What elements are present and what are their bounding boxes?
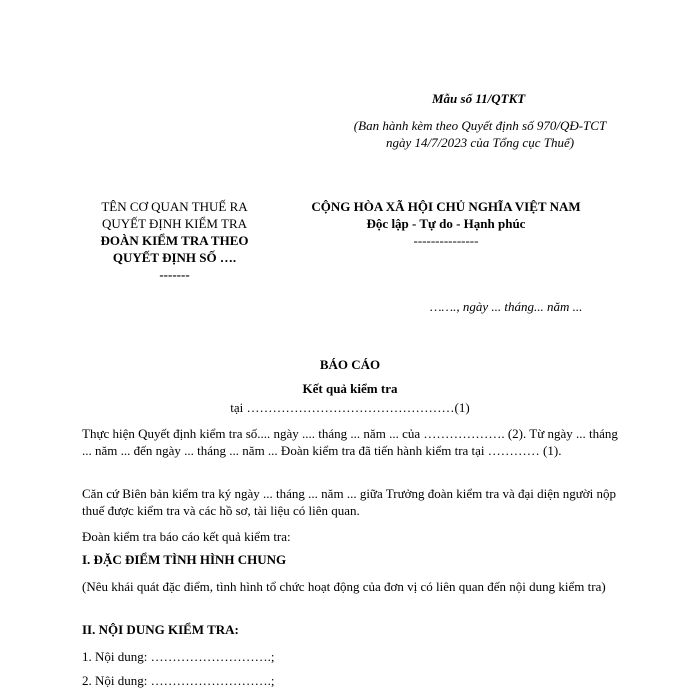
section1-heading: I. ĐẶC ĐIỂM TÌNH HÌNH CHUNG — [82, 552, 287, 567]
authority-line3: ĐOÀN KIỂM TRA THEO — [100, 233, 249, 248]
paragraph-decision: Thực hiện Quyết định kiểm tra số.... ngày .... tháng ... năm ... của ………………. (2). Từ ngày ... tháng ... năm ... đến ngày ... tháng ... năm ... Đoàn kiểm tra đã tiến hành kiểm tra tại ………… (1). — [82, 426, 618, 458]
section1-note: (Nêu khái quát đặc điểm, tình hình tổ chức hoạt động của đơn vị có liên quan đến nội dung kiểm tra) — [82, 579, 606, 594]
content-item-1: 1. Nội dung: ……………………….; — [82, 649, 275, 664]
issued-note — [330, 117, 630, 151]
report-subtitle: Kết quả kiểm tra — [302, 381, 398, 396]
section2-heading: II. NỘI DUNG KIỂM TRA: — [82, 622, 239, 637]
national-header — [296, 198, 596, 249]
report-title: BÁO CÁO — [319, 357, 381, 372]
authority-line4: QUYẾT ĐỊNH SỐ …. — [112, 250, 237, 265]
place-date-line: ……., ngày ... tháng... năm ... — [430, 299, 583, 314]
paragraph-intro: Đoàn kiểm tra báo cáo kết quả kiểm tra: — [82, 529, 291, 544]
nation-name: CỘNG HÒA XÃ HỘI CHỦ NGHĨA VIỆT NAM — [311, 199, 581, 214]
issuing-authority-header — [82, 198, 267, 283]
paragraph-basis: Căn cứ Biên bản kiểm tra ký ngày ... tháng ... năm ... giữa Trưởng đoàn kiểm tra và đại diện người nộp thuế được kiểm tra và các hồ sơ, tài liệu có liên quan. — [82, 486, 617, 518]
national-motto: Độc lập - Tự do - Hạnh phúc — [366, 216, 526, 231]
issued-note-line1: (Ban hành kèm theo Quyết định số 970/QĐ-TCT — [353, 118, 607, 133]
form-number: Mẫu số 11/QTKT — [432, 91, 526, 106]
content-item-2: 2. Nội dung: ……………………….; — [82, 673, 275, 688]
authority-line1: TÊN CƠ QUAN THUẾ RA — [101, 199, 248, 214]
authority-line2: QUYẾT ĐỊNH KIỂM TRA — [101, 216, 248, 231]
motto-divider: --------------- — [413, 233, 479, 248]
report-location: tại …………………………………………(1) — [230, 400, 470, 415]
authority-divider: ------- — [159, 267, 190, 282]
issued-note-line2: ngày 14/7/2023 của Tổng cục Thuế) — [385, 135, 575, 150]
